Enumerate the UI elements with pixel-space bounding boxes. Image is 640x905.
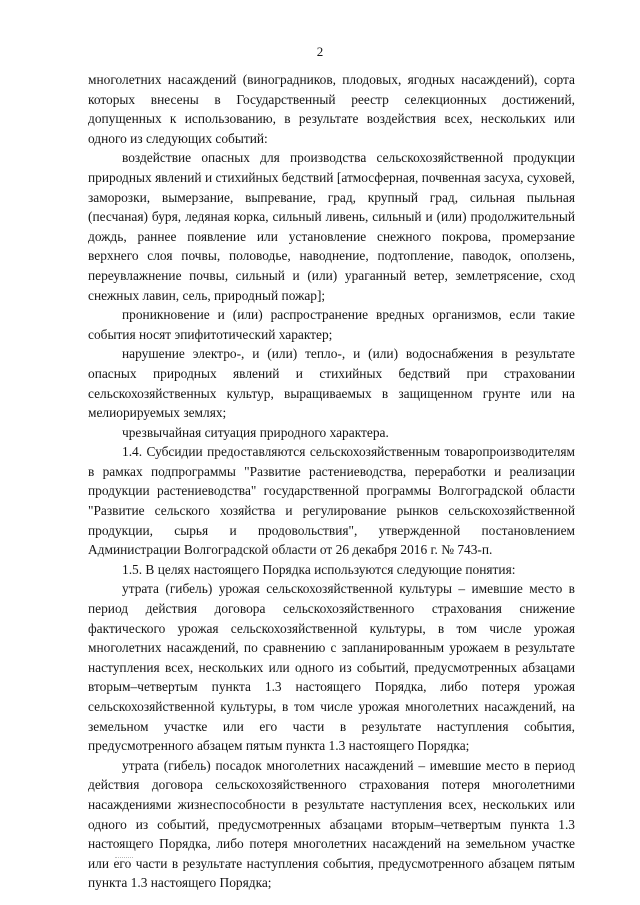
scan-artifact (115, 857, 133, 859)
paragraph: нарушение электро-, и (или) тепло-, и (или) водоснабжения в результате опасных природных явлений и стихийных бедствий при страховании сельскохозяйственных культур, выращиваемых в защищенном грунте или на мелиорируемых землях; (88, 346, 575, 421)
paragraph: утрата (гибель) посадок многолетних насаждений – имевшие место в период действия договора сельскохозяйственного страхования потеря многолетними насаждениями жизнеспособности в результате наступления всех, нескольких или одного из событий, предусмотренных абзацами вторым–четвертым пункта 1.3 настоящего Порядка, либо потеря многолетних насаждений на земельном участке или его части в результате наступления события, предусмотренного абзацем пятым пункта 1.3 настоящего Порядка; (88, 757, 575, 891)
paragraph: многолетних насаждений (виноградников, плодовых, ягодных насаждений), сорта которых внесены в Государственный реестр селекционных достижений, допущенных к использованию, в результате воздействия всех, нескольких или одного из следующих событий: (88, 72, 575, 146)
paragraph: утрата (гибель) урожая сельскохозяйственной культуры – имевшие место в период действия договора сельскохозяйственного страхования снижение фактического урожая сельскохозяйственной культуры, в том числе урожая многолетних насаждений, по сравнению с запланированным урожаем в результате наступления всех, нескольких или одного из событий, предусмотренных абзацами вторым–четвертым пункта 1.3 настоящего Порядка, либо потеря урожая сельскохозяйственной культуры, в том числе урожая многолетних насаждений, на земельном участке или его части в результате наступления события, предусмотренного абзацем пятым пункта 1.3 настоящего Порядка; (88, 581, 575, 754)
paragraph: воздействие опасных для производства сельскохозяйственной продукции природных явлений и стихийных бедствий [атмосферная, почвенная засуха, суховей, заморозки, вымерзание, выпревание, град, крупный град, сильная пыльная (песчаная) буря, ледяная корка, сильный ливень, сильный и (или) продолжительный дождь, раннее появление или установление снежного покрова, промерзание верхнего слоя почвы, половодье, наводнение, подтопление, паводок, оползень, переувлажнение почвы, сильный и (или) ураганный ветер, землетрясение, сход снежных лавин, сель, природный пожар]; (88, 150, 575, 303)
paragraph: проникновение и (или) распространение вредных организмов, если такие события носят эпифитотический характер; (88, 307, 575, 342)
paragraph: чрезвычайная ситуация природного характера. (122, 424, 389, 440)
paragraph: 1.5. В целях настоящего Порядка используются следующие понятия: (122, 561, 516, 577)
document-body (88, 70, 575, 893)
paragraph: 1.4. Субсидии предоставляются сельскохозяйственным товаропроизводителям в рамках подпрограммы "Развитие растениеводства, переработки и реализации продукции растениеводства" государственной программы Волгоградской области "Развитие сельского хозяйства и регулирование рынков сельскохозяйственной продукции, сырья и продовольствия", утвержденной постановлением Администрации Волгоградской области от 26 декабря 2016 г. № 743-п. (88, 444, 575, 558)
page-number: 2 (316, 44, 324, 59)
